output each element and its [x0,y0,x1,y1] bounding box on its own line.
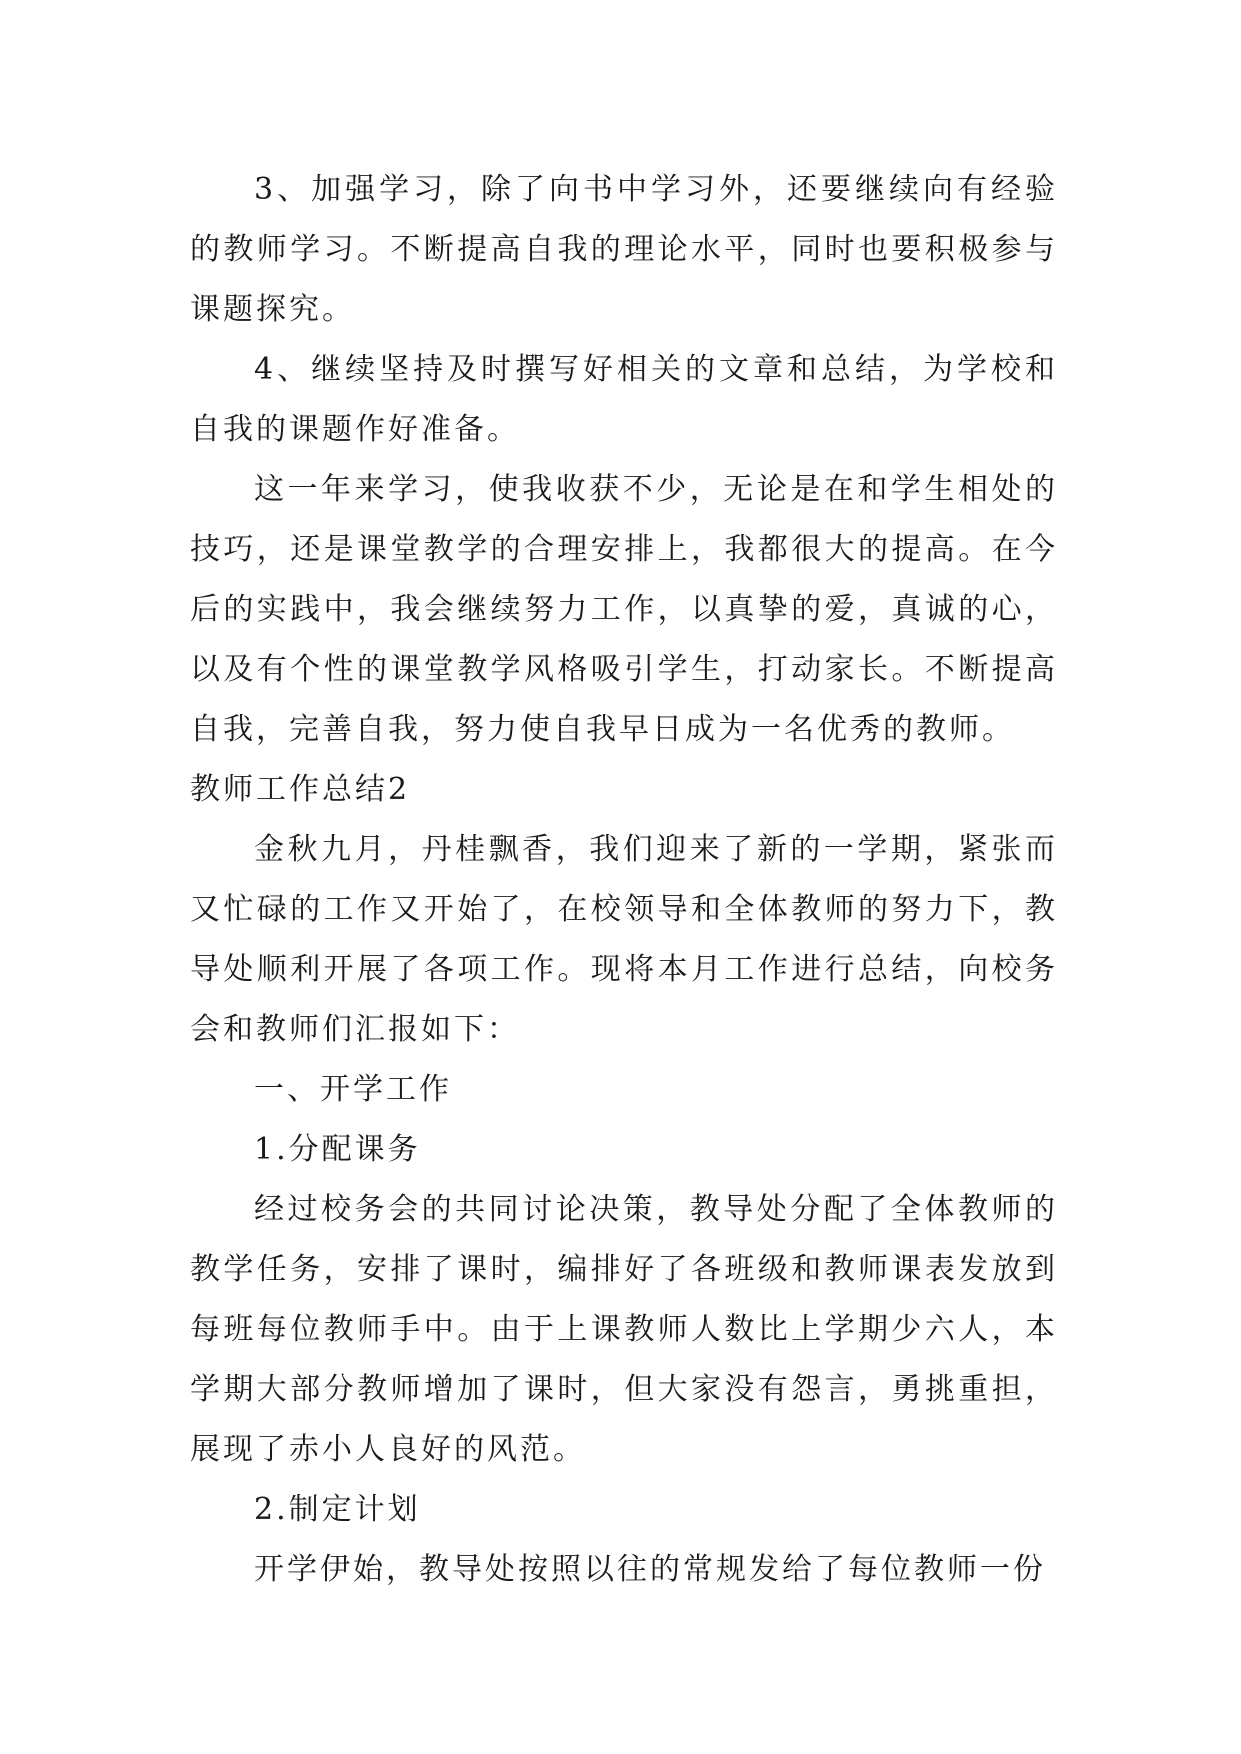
paragraph-study: 3、加强学习，除了向书中学习外，还要继续向有经验的教师学习。不断提高自我的理论水平，同时也要积极参与课题探究。 [190,172,1058,327]
paragraph-intro: 金秋九月，丹桂飘香，我们迎来了新的一学期，紧张而又忙碌的工作又开始了，在校领导和全体教师的努力下，教导处顺利开展了各项工作。现将本月工作进行总结，向校务会和教师们汇报如下： [190,832,1058,1047]
document-body [190,160,1058,1600]
paragraph-writing: 4、继续坚持及时撰写好相关的文章和总结，为学校和自我的课题作好准备。 [190,352,1058,447]
section-heading: 教师工作总结2 [190,772,411,807]
subheading-make-plan: 2.制定计划 [254,1492,421,1527]
paragraph-assign-courses: 经过校务会的共同讨论决策，教导处分配了全体教师的教学任务，安排了课时，编排好了各班级和教师课表发放到每班每位教师手中。由于上课教师人数比上学期少六人，本学期大部分教师增加了课时，但大家没有怨言，勇挑重担，展现了赤小人良好的风范。 [190,1192,1058,1467]
paragraph-year-summary: 这一年来学习，使我收获不少，无论是在和学生相处的技巧，还是课堂教学的合理安排上，我都很大的提高。在今后的实践中，我会继续努力工作，以真挚的爱，真诚的心，以及有个性的课堂教学风格吸引学生，打动家长。不断提高自我，完善自我，努力使自我早日成为一名优秀的教师。 [190,472,1058,747]
subheading-assign-courses: 1.分配课务 [254,1132,421,1167]
paragraph-make-plan: 开学伊始，教导处按照以往的常规发给了每位教师一份 [254,1552,1046,1587]
subheading-opening-work: 一、开学工作 [254,1072,452,1107]
